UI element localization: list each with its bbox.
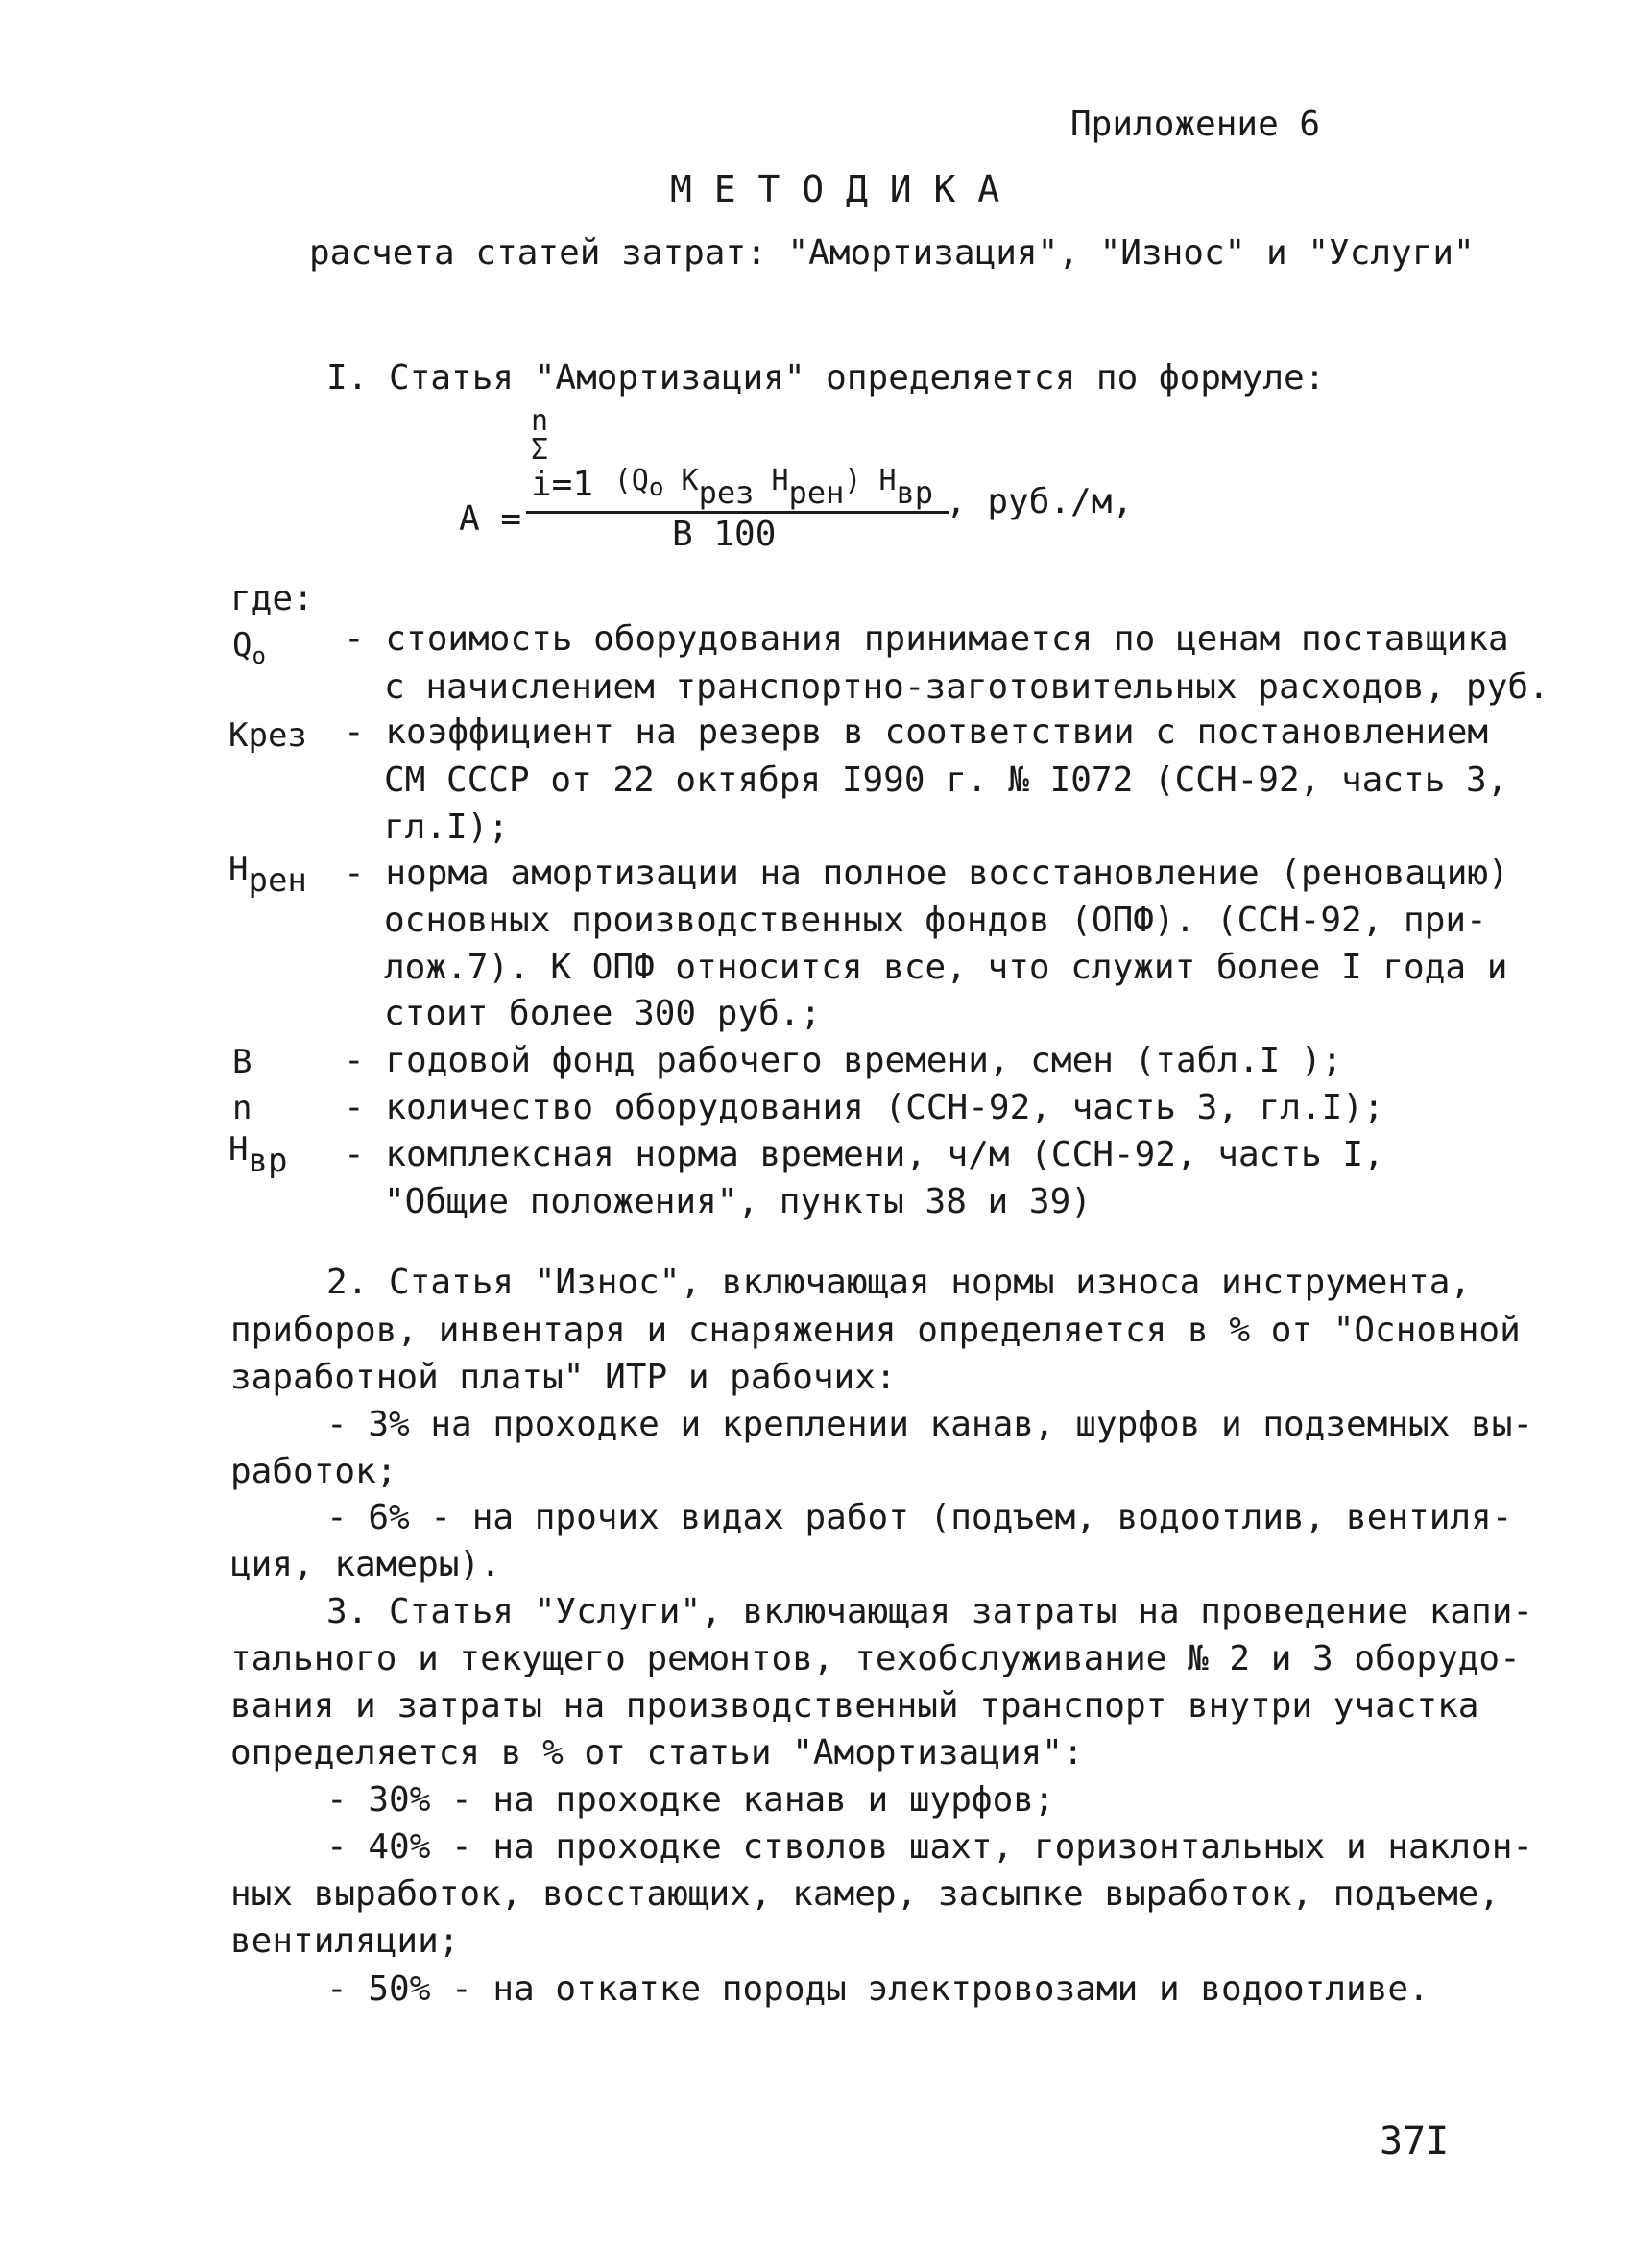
- def-symbol-h-ren: Нрен: [228, 850, 307, 900]
- paragraph-line: - 6% - на прочих видах работ (подъем, водоотлив, вентиля-: [326, 1498, 1513, 1537]
- page-number: 37I: [1380, 2119, 1450, 2163]
- q-symbol: (Q: [613, 464, 649, 497]
- def-symbol-h-vr: Нвр: [228, 1130, 288, 1180]
- paragraph-line: - 40% - на проходке стволов шахт, горизонтальных и наклон-: [326, 1827, 1534, 1867]
- def-symbol-q: $Q_o$: [232, 626, 266, 669]
- document-subtitle: расчета статей затрат: "Амортизация", "Износ" и "Услуги": [309, 233, 1475, 273]
- def-line: - количество оборудования (ССН-92, часть 3, гл.I);: [344, 1088, 1384, 1127]
- paragraph-line: 3. Статья "Услуги", включающая затраты на проведение капи-: [326, 1592, 1534, 1631]
- paragraph-line: - 30% - на проходке канав и шурфов;: [326, 1780, 1055, 1820]
- h2-symbol: Н: [861, 464, 897, 497]
- paragraph-line: 2. Статья "Износ", включающая нормы износа инструмента,: [326, 1263, 1472, 1302]
- sum-lower-index: i=1: [531, 465, 594, 504]
- fraction-bar: [526, 511, 949, 514]
- def-line: гл.I);: [384, 808, 510, 847]
- section1-intro: I. Статья "Амортизация" определяется по формуле:: [326, 358, 1326, 398]
- def-line: с начислением транспортно-заготовительных расходов, руб.: [384, 667, 1549, 707]
- paragraph-line: приборов, инвентаря и снаряжения определяется в % от "Основной: [230, 1311, 1521, 1350]
- h2-subscript: вр: [896, 474, 934, 511]
- k-subscript: рез: [698, 474, 755, 511]
- def-symbol-b: В: [232, 1043, 252, 1081]
- def-line: стоит более 300 руб.;: [384, 994, 822, 1033]
- k-symbol: К: [663, 464, 699, 497]
- formula-denominator: В 100: [672, 515, 777, 554]
- def-line: - норма амортизации на полное восстановление (реновацию): [344, 854, 1509, 893]
- paragraph-line: вания и затраты на производственный транспорт внутри участка: [230, 1686, 1479, 1725]
- def-line: - коэффициент на резерв в соответствии с постановлением: [344, 712, 1489, 752]
- paragraph-line: работок;: [230, 1452, 397, 1491]
- q-subscript: o: [648, 473, 664, 502]
- sum-upper-limit: n: [531, 404, 549, 438]
- formula-lhs: А =: [459, 499, 522, 539]
- def-symbol-n: n: [232, 1089, 252, 1127]
- paragraph-line: ция, камеры).: [230, 1545, 501, 1584]
- def-line: СМ СССР от 22 октября I990 г. № I072 (ССН-92, часть 3,: [384, 760, 1508, 800]
- close-paren: ): [844, 464, 862, 497]
- paragraph-line: тального и текущего ремонтов, техобслуживание № 2 и 3 оборудо-: [230, 1639, 1521, 1678]
- sum-sign: Σ: [531, 433, 549, 467]
- paragraph-line: заработной платы" ИТР и рабочих:: [230, 1358, 897, 1397]
- paragraph-line: - 3% на проходке и креплении канав, шурфов и подземных вы-: [326, 1405, 1534, 1444]
- def-symbol-k: Крез: [228, 716, 307, 755]
- appendix-label: Приложение 6: [1070, 105, 1321, 144]
- formula-numerator: [531, 464, 934, 511]
- def-line: - годовой фонд рабочего времени, смен (табл.I );: [344, 1041, 1343, 1080]
- document-title: М Е Т О Д И К А: [670, 168, 1000, 210]
- def-line: - стоимость оборудования принимается по ценам поставщика: [344, 619, 1509, 659]
- def-line: "Общие положения", пункты 38 и 39): [384, 1182, 1092, 1221]
- def-line: - комплексная норма времени, ч/м (ССН-92, часть I,: [344, 1135, 1384, 1174]
- h-subscript: рен: [788, 474, 845, 511]
- def-line: основных производственных фондов (ОПФ). (ССН-92, при-: [384, 901, 1487, 940]
- def-line: лож.7). К ОПФ относится все, что служит более I года и: [384, 948, 1508, 987]
- paragraph-line: ных выработок, восстающих, камер, засыпке выработок, подъеме,: [230, 1874, 1501, 1914]
- paragraph-line: - 50% - на откатке породы электровозами и водоотливе.: [326, 1969, 1429, 2009]
- paragraph-line: определяется в % от статьи "Амортизация":: [230, 1733, 1084, 1773]
- formula-units: , руб./м,: [946, 482, 1134, 521]
- paragraph-line: вентиляции;: [230, 1921, 460, 1961]
- where-label: где:: [230, 579, 314, 618]
- h-symbol: Н: [754, 464, 789, 497]
